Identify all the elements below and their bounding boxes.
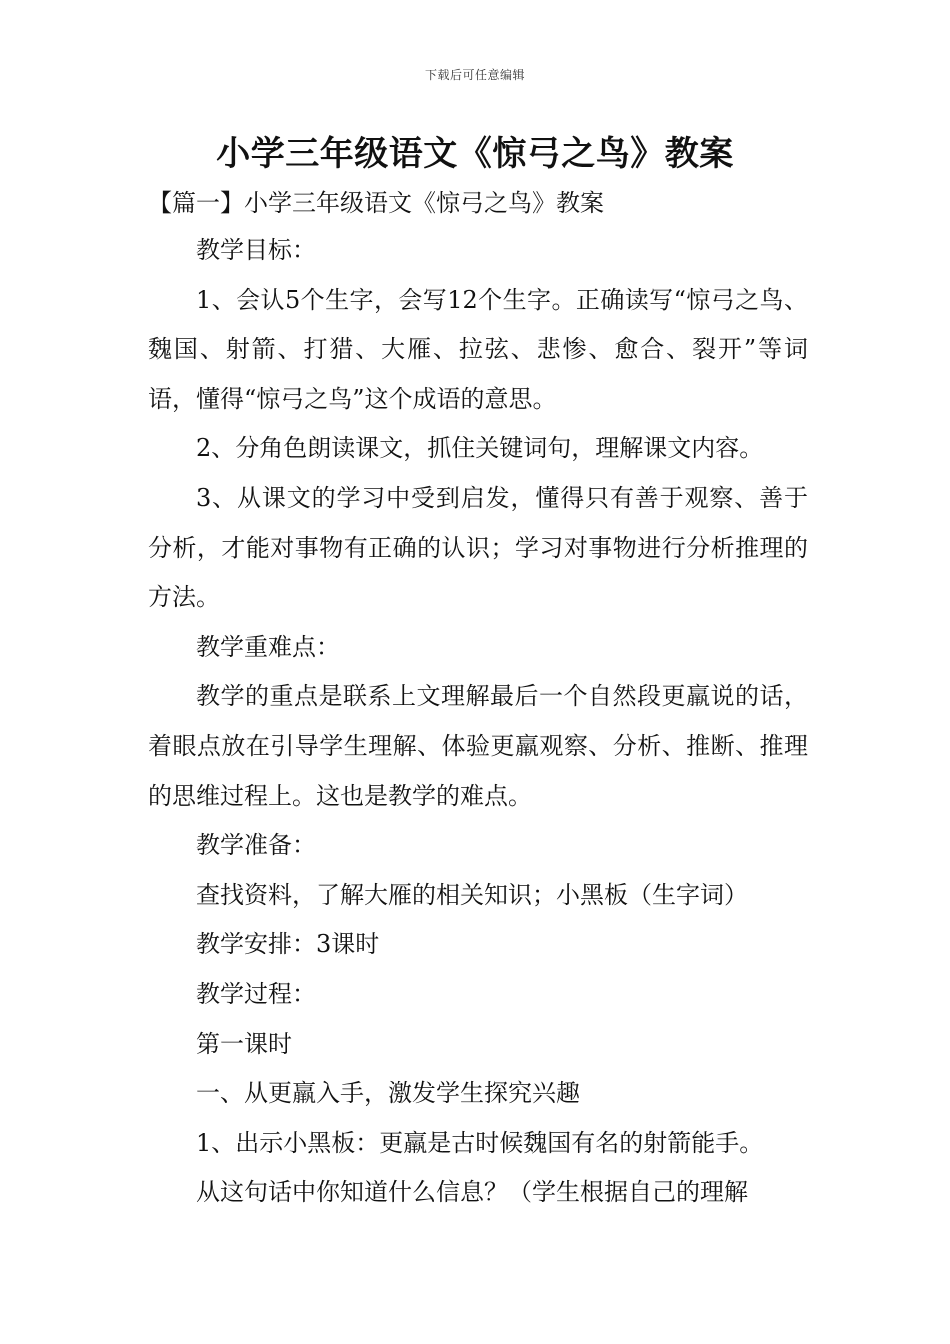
- paragraph-step-one-item-1: 1、出示小黑板：更羸是古时候魏国有名的射箭能手。: [196, 1128, 764, 1157]
- paragraph-step-one: 一、从更羸入手，激发学生探究兴趣: [196, 1079, 580, 1108]
- paragraph-schedule: 教学安排：3课时: [196, 930, 380, 959]
- document-title: 小学三年级语文《惊弓之鸟》教案: [216, 134, 734, 174]
- paragraph-key-difficulties-label: 教学重难点：: [196, 632, 340, 661]
- paragraph-first-lesson: 第一课时: [196, 1029, 292, 1058]
- paragraph-goal-3: 3、从课文的学习中受到启发，懂得只有善于观察、善于分析，才能对事物有正确的认识；学习对事物进行分析推理的方法。: [148, 483, 808, 612]
- paragraph-process-label: 教学过程：: [196, 979, 316, 1008]
- paragraph-goal-2: 2、分角色朗读课文，抓住关键词句，理解课文内容。: [196, 434, 764, 463]
- section-heading: 【篇一】小学三年级语文《惊弓之鸟》教案: [148, 189, 604, 217]
- header-note: 下载后可任意编辑: [424, 68, 525, 82]
- paragraph-question: 从这句话中你知道什么信息？（学生根据自己的理解: [196, 1178, 748, 1207]
- document-body: [148, 226, 808, 1218]
- paragraph-preparation: 查找资料，了解大雁的相关知识；小黑板（生字词）: [196, 880, 748, 909]
- paragraph-goal-1: 1、会认5个生字，会写12个生字。正确读写“惊弓之鸟、魏国、射箭、打猎、大雁、拉弦、悲惨、愈合、裂开”等词语，懂得“惊弓之鸟”这个成语的意思。: [148, 285, 808, 413]
- paragraph-key-difficulties: 教学的重点是联系上文理解最后一个自然段更羸说的话，着眼点放在引导学生理解、体验更羸观察、分析、推断、推理的思维过程上。这也是教学的难点。: [148, 682, 808, 810]
- paragraph-preparation-label: 教学准备：: [196, 831, 316, 860]
- paragraph-teaching-goals-label: 教学目标：: [196, 236, 316, 264]
